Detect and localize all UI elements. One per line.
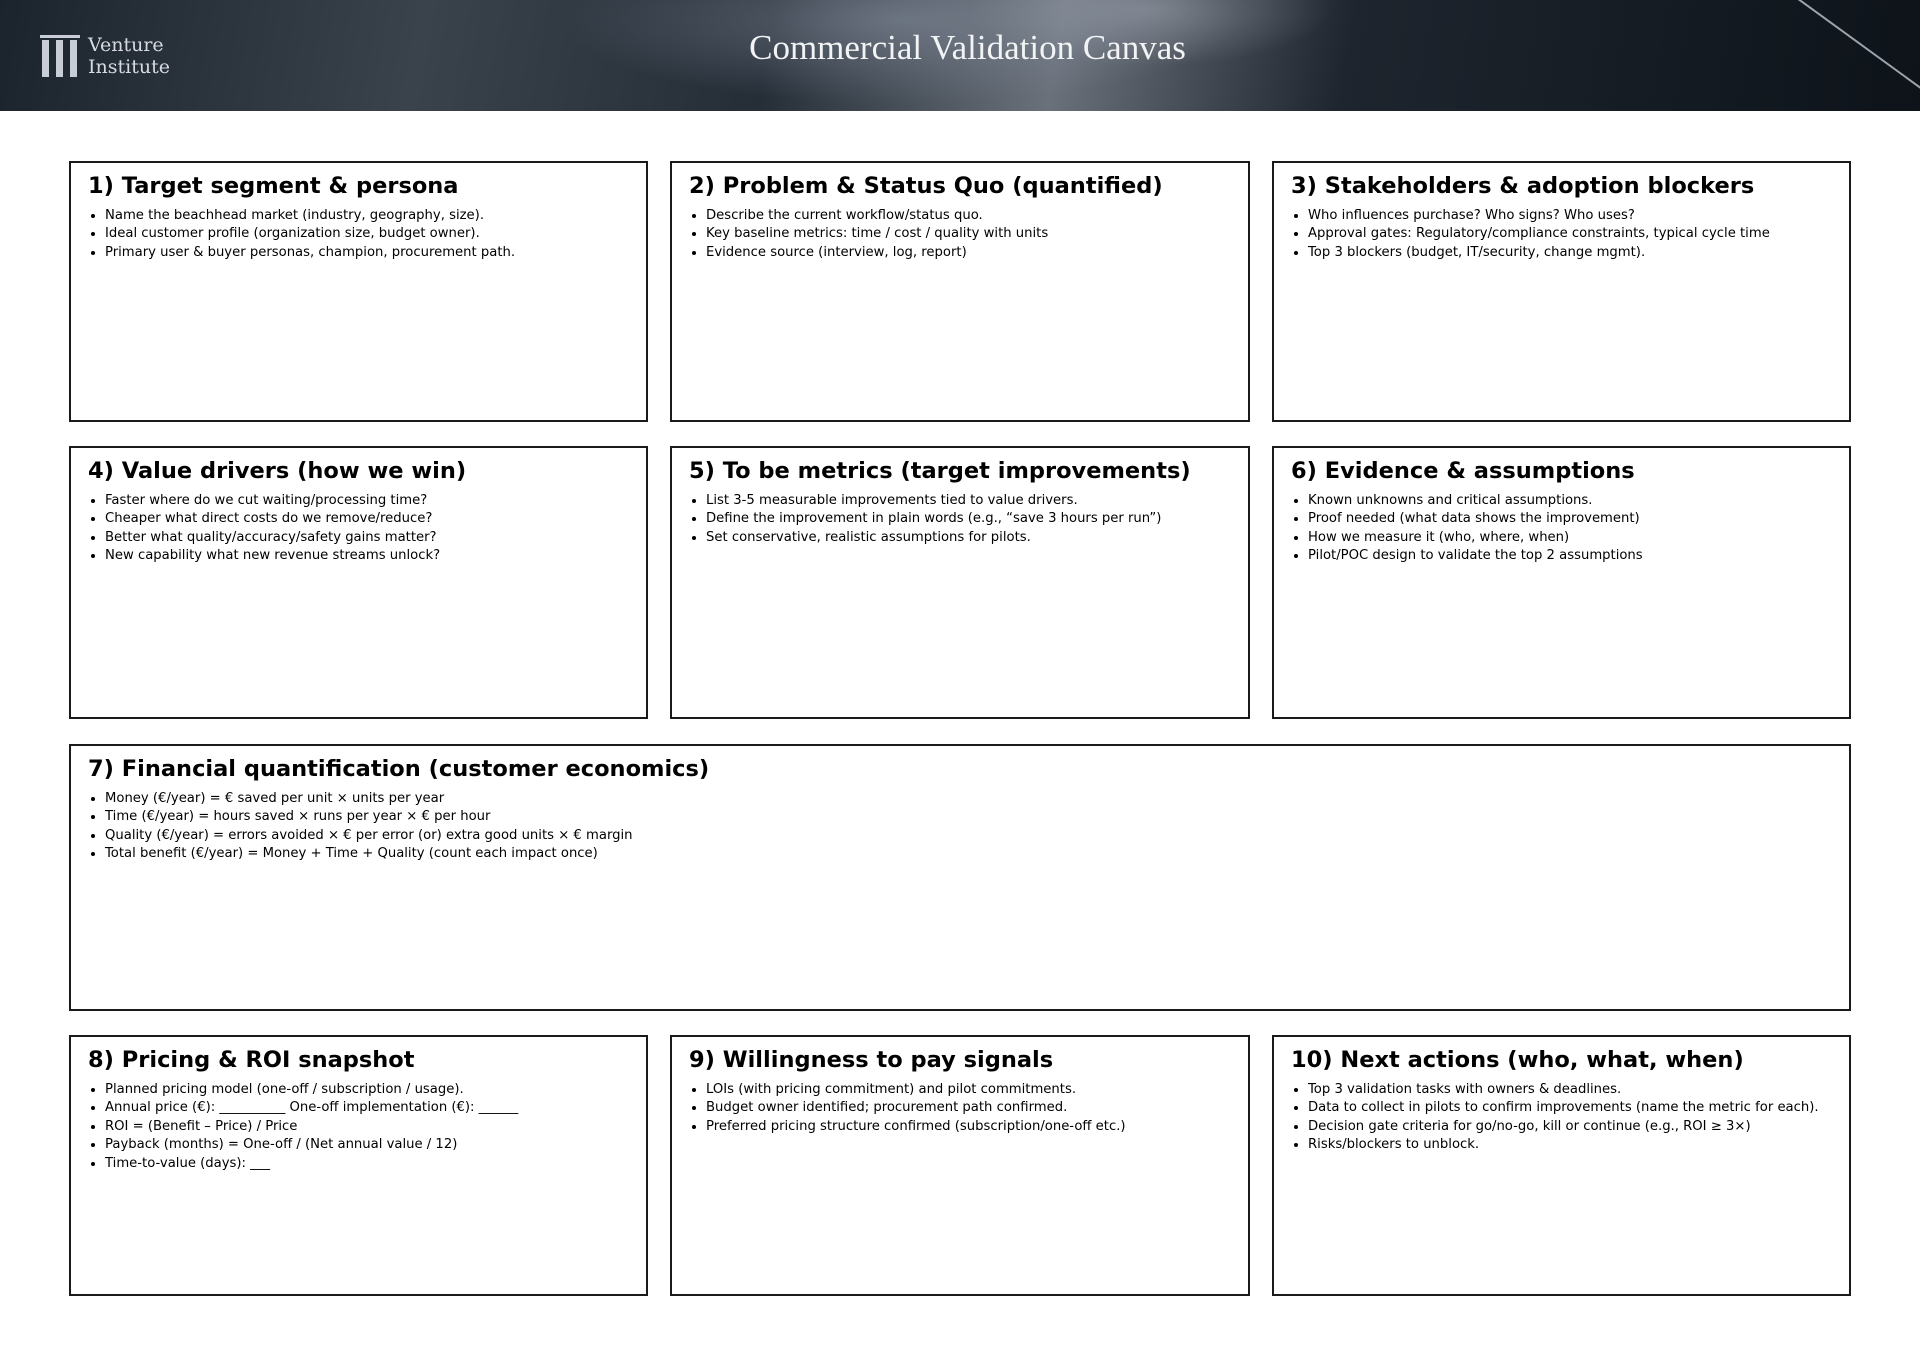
section-next-actions — [1272, 1035, 1851, 1296]
bullet-item: • How we measure it (who, where, when) — [1308, 529, 1832, 547]
section-to-be-metrics — [670, 446, 1250, 719]
section-title: 5) To be metrics (target improvements) — [689, 458, 1191, 484]
bullet-list — [88, 492, 629, 566]
bullet-item: • Decision gate criteria for go/no-go, kill or continue (e.g., ROI ≥ 3×) — [1308, 1118, 1832, 1136]
bullet-list — [1291, 207, 1832, 262]
bullet-item: • Primary user & buyer personas, champion, procurement path. — [105, 244, 629, 262]
bullet-item: • Payback (months) = One-off / (Net annual value / 12) — [105, 1136, 629, 1154]
bullet-item: • Cheaper what direct costs do we remove/reduce? — [105, 510, 629, 528]
bullet-item: • List 3-5 measurable improvements tied to value drivers. — [706, 492, 1231, 510]
page-title: Commercial Validation Canvas — [749, 28, 1186, 67]
section-financial-quantification — [69, 744, 1851, 1011]
logo-line-1: Venture — [88, 34, 164, 56]
bullet-item: • Better what quality/accuracy/safety gains matter? — [105, 529, 629, 547]
bullet-item: • Known unknowns and critical assumptions. — [1308, 492, 1832, 510]
section-target-segment — [69, 161, 648, 422]
section-title: 9) Willingness to pay signals — [689, 1047, 1054, 1073]
section-problem-status-quo — [670, 161, 1250, 422]
bullet-item: • Money (€/year) = € saved per unit × units per year — [105, 790, 1832, 808]
section-title: 2) Problem & Status Quo (quantified) — [689, 173, 1163, 199]
section-stakeholders — [1272, 161, 1851, 422]
bullet-item: • Top 3 blockers (budget, IT/security, change mgmt). — [1308, 244, 1832, 262]
bullet-item: • Time (€/year) = hours saved × runs per year × € per hour — [105, 808, 1832, 826]
bullet-item: • Annual price (€): __________ One-off implementation (€): ______ — [105, 1099, 629, 1117]
section-willingness-to-pay — [670, 1035, 1250, 1296]
bullet-list — [689, 1081, 1231, 1136]
bullet-list — [689, 207, 1231, 262]
section-evidence-assumptions — [1272, 446, 1851, 719]
bullet-item: • Approval gates: Regulatory/compliance constraints, typical cycle time — [1308, 225, 1832, 243]
bullet-item: • Ideal customer profile (organization size, budget owner). — [105, 225, 629, 243]
bullet-item: • Set conservative, realistic assumptions for pilots. — [706, 529, 1231, 547]
section-title: 1) Target segment & persona — [88, 173, 459, 199]
bullet-item: • Who influences purchase? Who signs? Who uses? — [1308, 207, 1832, 225]
bullet-item: • Planned pricing model (one-off / subscription / usage). — [105, 1081, 629, 1099]
bullet-item: • Preferred pricing structure confirmed (subscription/one-off etc.) — [706, 1118, 1231, 1136]
bullet-item: • Pilot/POC design to validate the top 2 assumptions — [1308, 547, 1832, 565]
section-title: 8) Pricing & ROI snapshot — [88, 1047, 415, 1073]
logo-line-2: Institute — [88, 56, 170, 78]
bullet-item: • Data to collect in pilots to confirm improvements (name the metric for each). — [1308, 1099, 1832, 1117]
bullet-item: • Key baseline metrics: time / cost / quality with units — [706, 225, 1231, 243]
section-title: 3) Stakeholders & adoption blockers — [1291, 173, 1755, 199]
bullet-item: • ROI = (Benefit – Price) / Price — [105, 1118, 629, 1136]
bullet-item: • Describe the current workflow/status quo. — [706, 207, 1231, 225]
section-title: 10) Next actions (who, what, when) — [1291, 1047, 1744, 1073]
bullet-item: • Time-to-value (days): ___ — [105, 1155, 629, 1173]
bullet-item: • Risks/blockers to unblock. — [1308, 1136, 1832, 1154]
bullet-item: • Budget owner identified; procurement path confirmed. — [706, 1099, 1231, 1117]
bullet-item: • Total benefit (€/year) = Money + Time + Quality (count each impact once) — [105, 845, 1832, 863]
section-title: 7) Financial quantification (customer economics) — [88, 756, 710, 782]
bullet-item: • Evidence source (interview, log, report) — [706, 244, 1231, 262]
bullet-list — [1291, 1081, 1832, 1155]
bullet-item: • Quality (€/year) = errors avoided × € per error (or) extra good units × € margin — [105, 827, 1832, 845]
section-pricing-roi — [69, 1035, 648, 1296]
bullet-list — [1291, 492, 1832, 566]
bullet-item: • LOIs (with pricing commitment) and pilot commitments. — [706, 1081, 1231, 1099]
section-value-drivers — [69, 446, 648, 719]
bullet-item: • Faster where do we cut waiting/processing time? — [105, 492, 629, 510]
bullet-item: • Name the beachhead market (industry, geography, size). — [105, 207, 629, 225]
section-title: 4) Value drivers (how we win) — [88, 458, 467, 484]
bullet-list — [689, 492, 1231, 547]
bullet-item: • Proof needed (what data shows the improvement) — [1308, 510, 1832, 528]
section-title: 6) Evidence & assumptions — [1291, 458, 1635, 484]
bullet-list — [88, 1081, 629, 1173]
bullet-item: • Top 3 validation tasks with owners & deadlines. — [1308, 1081, 1832, 1099]
header-banner — [0, 0, 1920, 111]
bullet-item: • New capability what new revenue streams unlock? — [105, 547, 629, 565]
bullet-list — [88, 790, 1832, 864]
bullet-item: • Define the improvement in plain words (e.g., “save 3 hours per run”) — [706, 510, 1231, 528]
bullet-list — [88, 207, 629, 262]
